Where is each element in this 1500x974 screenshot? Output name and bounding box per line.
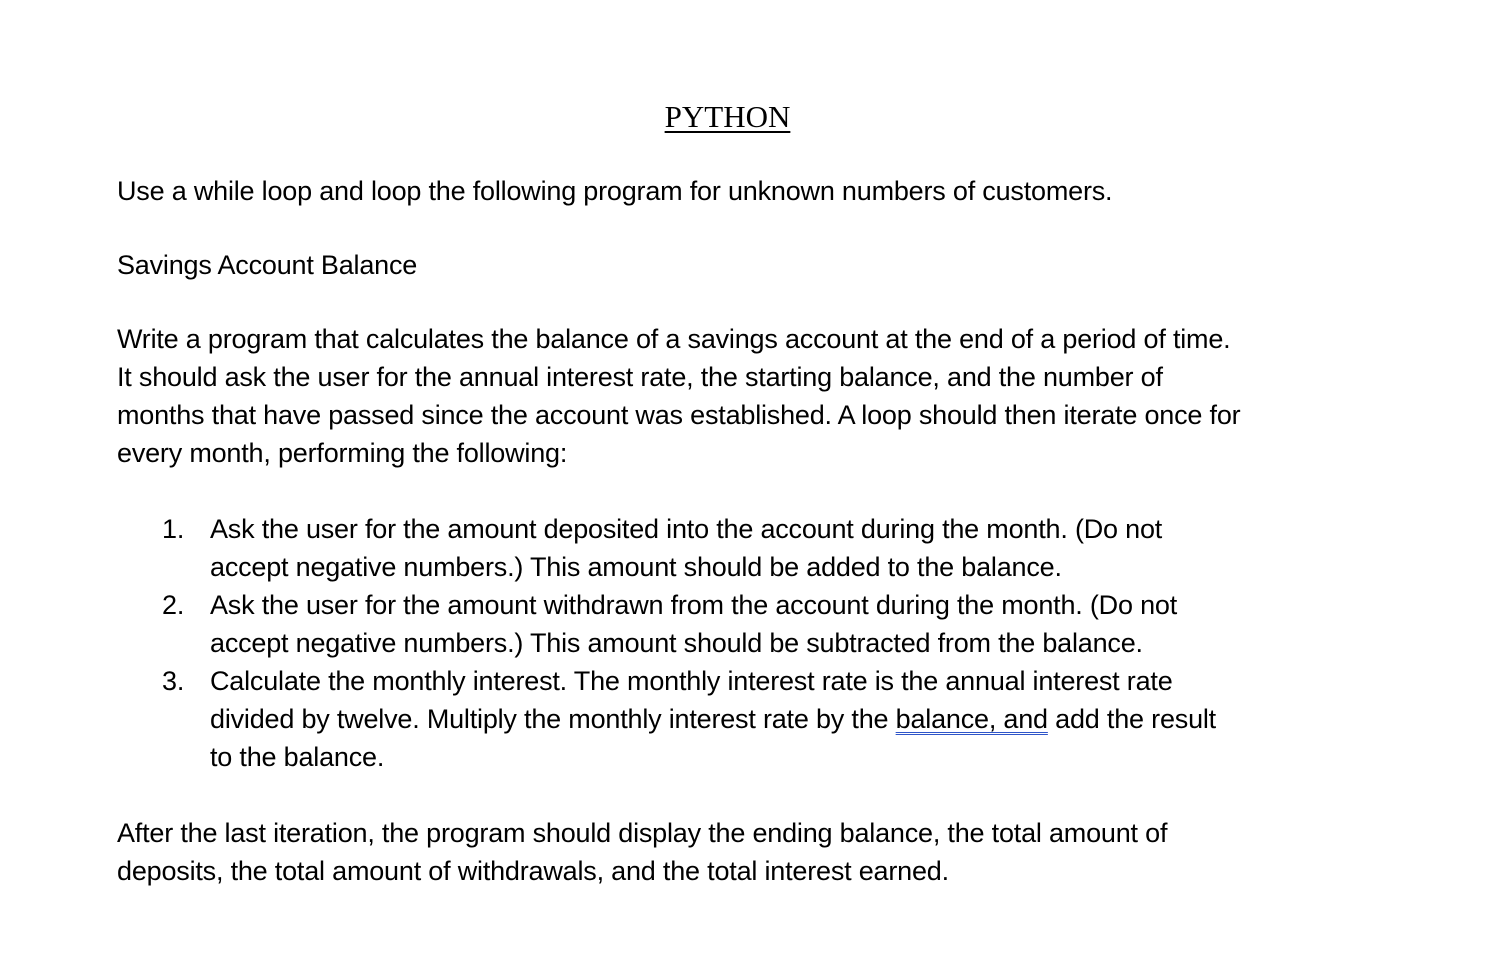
list-item-line: accept negative numbers.) This amount should be subtracted from the balance. [210,628,1143,658]
list-item [162,586,1362,662]
list-item [162,510,1362,586]
closing-line: deposits, the total amount of withdrawals, and the total interest earned. [117,856,949,886]
list-item-number: 1. [162,514,185,544]
description-line: months that have passed since the account was established. A loop should then iterate once for [117,400,1241,430]
steps-list [162,510,1362,776]
list-item [162,662,1362,776]
description-line: every month, performing the following: [117,438,568,468]
closing-line: After the last iteration, the program should display the ending balance, the total amount of [117,818,1168,848]
list-item-number: 3. [162,666,185,696]
text-segment: add the result [1047,704,1216,734]
grammar-flagged-text[interactable]: balance, and [895,704,1048,734]
description-paragraph [117,320,1357,472]
list-item-line: Calculate the monthly interest. The monthly interest rate is the annual interest rate [210,666,1173,696]
intro-paragraph: Use a while loop and loop the following program for unknown numbers of customers. [117,176,1113,206]
list-item-line: Ask the user for the amount deposited into the account during the month. (Do not [210,514,1163,544]
description-line: Write a program that calculates the balance of a savings account at the end of a period of time. [117,324,1231,354]
list-item-line: Ask the user for the amount withdrawn from the account during the month. (Do not [210,590,1178,620]
list-item-number: 2. [162,590,185,620]
document-title: PYTHON [664,99,791,134]
section-heading: Savings Account Balance [117,250,418,280]
text-segment: divided by twelve. Multiply the monthly interest rate by the [210,704,896,734]
closing-paragraph [117,814,1357,890]
description-line: It should ask the user for the annual interest rate, the starting balance, and the number of [117,362,1163,392]
list-item-line [210,700,1362,738]
list-item-line: to the balance. [210,742,385,772]
list-item-line: accept negative numbers.) This amount should be added to the balance. [210,552,1062,582]
